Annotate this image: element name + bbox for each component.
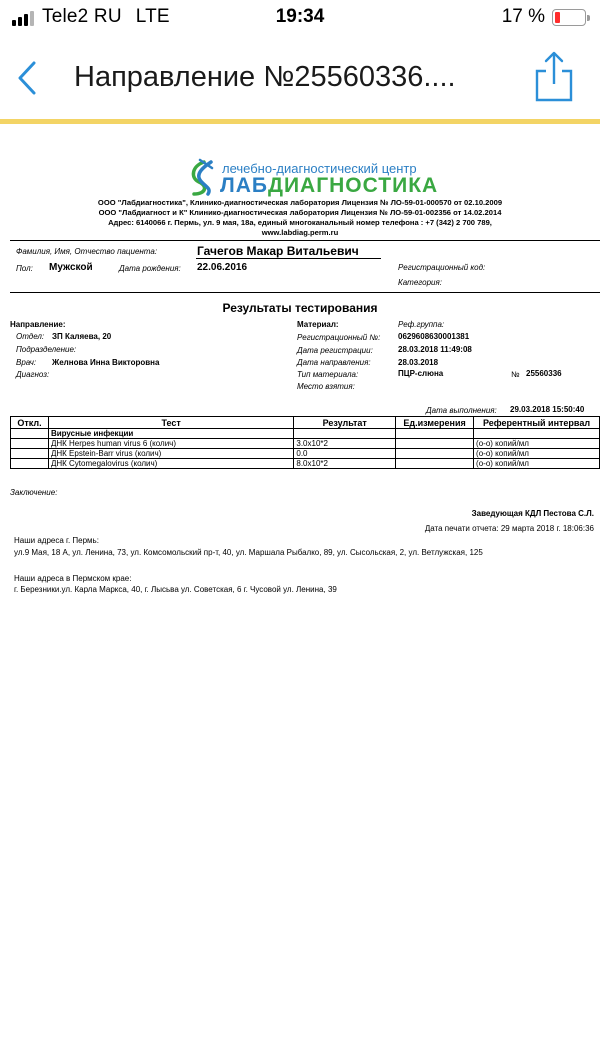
- divider: [10, 292, 600, 293]
- license-line-3: Адрес: 6140066 г. Пермь, ул. 9 мая, 18а, единый многоканальный номер телефона : +7 (342) 2 700 789,: [108, 218, 492, 227]
- table-group-row: [11, 429, 600, 439]
- patient-name: Гачегов Макар Витальевич: [197, 244, 359, 258]
- test-cell: ДНК Herpes human virus 6 (колич): [48, 439, 293, 449]
- table-header-row: [11, 417, 600, 429]
- result-cell: 3.0x10*2: [294, 439, 396, 449]
- reg-no-label: Регистрационный №:: [297, 333, 381, 342]
- document-page: [0, 124, 600, 1063]
- reference-cell: (о-о) копий/мл: [474, 439, 600, 449]
- carrier-name: Tele2 RU: [42, 6, 122, 27]
- license-line-2: ООО "Лабдиагност и К" Клинико-диагностическая лаборатория Лицензия № ЛО-59-01-002356 от 14.02.2014: [98, 208, 502, 217]
- doctor-label: Врач:: [16, 358, 37, 367]
- logo-title-part-b: ДИАГНОСТИКА: [268, 174, 439, 197]
- table-row: [11, 459, 600, 469]
- doctor-value: Желнова Инна Викторовна: [52, 358, 160, 367]
- ref-group-label: Реф.группа:: [398, 320, 445, 329]
- completion-label: Дата выполнения:: [426, 406, 497, 415]
- divider: [10, 240, 600, 241]
- unit-cell: [396, 449, 474, 459]
- column-header: Ед.измерения: [396, 417, 474, 429]
- share-button[interactable]: [534, 50, 574, 102]
- divider: [196, 258, 381, 259]
- dob-value: 22.06.2016: [197, 262, 248, 273]
- print-date: Дата печати отчета: 29 марта 2018 г. 18:06:36: [424, 524, 594, 533]
- conclusion-label: Заключение:: [10, 488, 58, 497]
- lab-logo-icon: [186, 158, 216, 196]
- sampling-place-label: Место взятия:: [297, 382, 355, 391]
- material-type-value: ПЦР-слюна: [398, 369, 444, 378]
- column-header: Тест: [48, 417, 293, 429]
- sex-value: Мужской: [49, 262, 93, 273]
- head-signature: Заведующая КДЛ Пестова С.Л.: [471, 509, 594, 518]
- battery-percent: 17 %: [501, 6, 545, 27]
- status-time: 19:34: [275, 6, 325, 27]
- ref-date-value: 28.03.2018: [398, 358, 439, 367]
- unit-cell: [396, 439, 474, 449]
- reg-date-label: Дата регистрации:: [297, 346, 373, 355]
- results-title: Результаты тестирования: [222, 301, 378, 315]
- website: www.labdiag.perm.ru: [261, 228, 339, 237]
- number-value: 25560336: [526, 369, 562, 378]
- diagnosis-label: Диагноз:: [16, 370, 50, 379]
- share-icon: [534, 50, 574, 102]
- reference-cell: (о-о) копий/мл: [474, 449, 600, 459]
- completion-date: 29.03.2018 15:50:40: [510, 405, 585, 414]
- logo-title: [220, 174, 438, 198]
- perm-addresses: ул.9 Мая, 18 А, ул. Ленина, 73, ул. Комсомольский пр-т, 40, ул. Маршала Рыбалко, 89, ул. Сысольская, 2, ул. Ветлужская, 125: [14, 548, 483, 557]
- results-table: [10, 416, 600, 469]
- sex-label: Пол:: [16, 264, 33, 273]
- reg-date-value: 28.03.2018 11:49:08: [398, 345, 472, 354]
- dept-value: ЗП Каляева, 20: [52, 332, 112, 341]
- table-row: [11, 449, 600, 459]
- result-cell: 0.0: [294, 449, 396, 459]
- chevron-left-icon: [16, 60, 38, 96]
- dept-label: Отдел:: [16, 332, 45, 341]
- column-header: Референтный интервал: [474, 417, 600, 429]
- unit-cell: [396, 459, 474, 469]
- reference-cell: (о-о) копий/мл: [474, 459, 600, 469]
- test-cell: ДНК Epstein-Barr virus (колич): [48, 449, 293, 459]
- material-label: Материал:: [297, 320, 339, 329]
- referral-label: Направление:: [10, 320, 66, 329]
- flag-cell: [11, 439, 49, 449]
- material-type-label: Тип материала:: [297, 370, 359, 379]
- page-title: Направление №25560336....: [74, 61, 456, 93]
- flag-cell: [11, 449, 49, 459]
- perm-addresses-label: Наши адреса г. Пермь:: [14, 536, 99, 545]
- category-label: Категория:: [398, 278, 442, 287]
- number-label: №: [511, 370, 520, 379]
- ref-date-label: Дата направления:: [297, 358, 371, 367]
- reg-no-value: 0629608630001381: [398, 332, 470, 341]
- test-cell: ДНК Cytomegalovirus (колич): [48, 459, 293, 469]
- column-header: Откл.: [11, 417, 49, 429]
- table-row: [11, 439, 600, 449]
- logo-subtitle: лечебно-диагностический центр: [222, 161, 417, 176]
- region-addresses-label: Наши адреса в Пермском крае:: [14, 574, 132, 583]
- logo-title-part-a: ЛАБ: [220, 174, 268, 197]
- region-addresses: г. Березники.ул. Карла Маркса, 40, г. Лысьва ул. Советская, 6 г. Чусовой ул. Ленина, 39: [14, 585, 337, 594]
- subdivision-label: Подразделение:: [16, 345, 77, 354]
- result-cell: 8.0x10*2: [294, 459, 396, 469]
- dob-label: Дата рождения:: [119, 264, 181, 273]
- status-right: [502, 6, 586, 28]
- navigation-bar: [0, 38, 600, 120]
- status-bar: [0, 0, 600, 38]
- group-label: Вирусные инфекции: [48, 429, 293, 439]
- patient-name-label: Фамилия, Имя, Отчество пациента:: [16, 247, 158, 256]
- reg-code-label: Регистрационный код:: [398, 263, 486, 272]
- back-button[interactable]: [10, 56, 44, 100]
- license-line-1: ООО "Лабдиагностика", Клинико-диагностическая лаборатория Лицензия № ЛО-59-01-000570 от 02.10.2009: [97, 198, 503, 207]
- battery-fill: [555, 12, 560, 23]
- flag-cell: [11, 459, 49, 469]
- network-type: LTE: [135, 6, 170, 27]
- battery-icon: [552, 9, 586, 26]
- column-header: Результат: [294, 417, 396, 429]
